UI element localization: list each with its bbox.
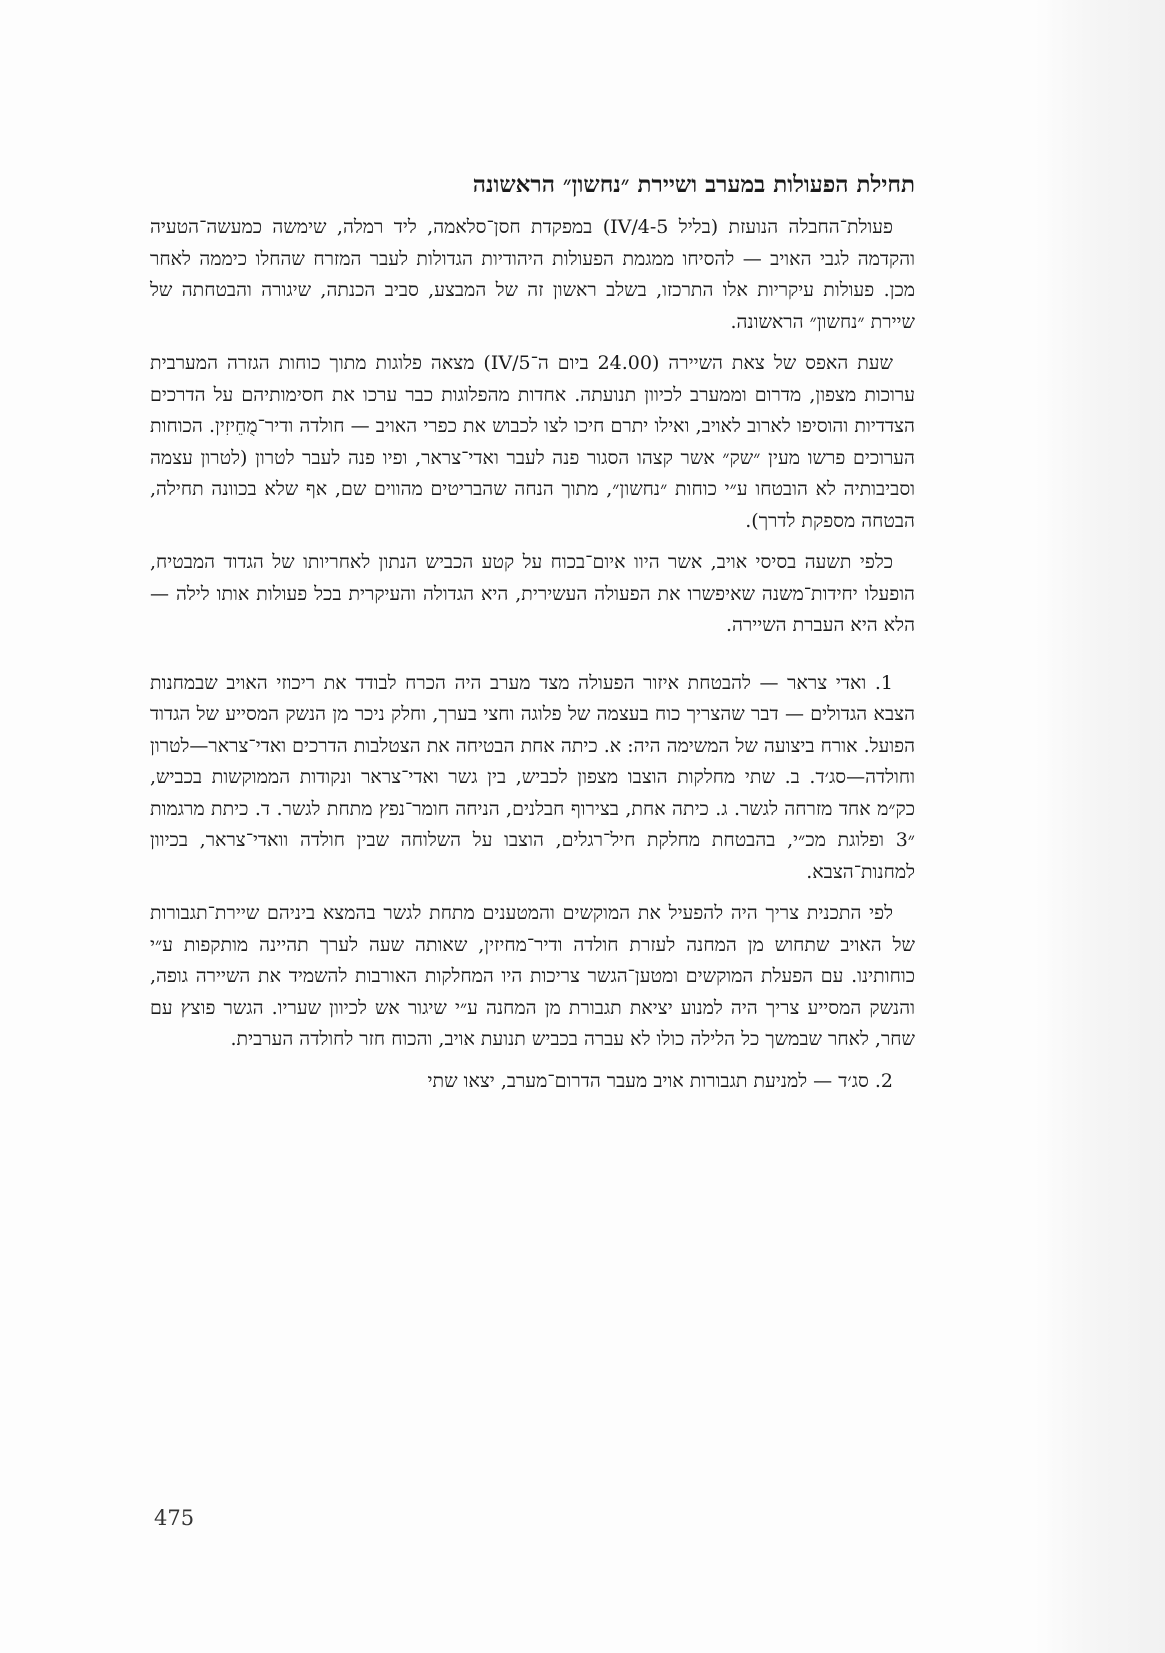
section-heading: תחילת הפעולות במערב ושיירת ״נחשון״ הראשונה <box>472 171 915 198</box>
paragraph-enemy-bases: כלפי תשעה בסיסי אויב, אשר היוו איום־בכוח על קטע הכביש הנתון לאחריותו של הגדוד המבטיח, הופעלו יחידות־משנה שאיפשרו את הפעולה העשירית, היא הגדולה והעיקרית בכל פעולות אותו לילה — הלא היא העברת השיירה. <box>150 551 915 636</box>
paragraph-zero-hour: שעת האפס של צאת השיירה (24.00 ביום ה־5/IV) מצאה פלוגות מתוך כוחות הגזרה המערבית ערוכות מצפון, מדרום וממערב לכיוון תנועתה. אחדות מהפלוגות כבר ערכו את חסימותיהם על הדרכים הצדדיות והוסיפו לארוב לאויב, ואילו יתרם חיכו לצו לכבוש את כפרי האויב — חולדה ודיר־מֻחֵיזִין. הכוחות הערוכים פרשו מעין ״שק״ אשר קצהו הסגור פנה לעבר ואדי־צראר, ופיו פנה לעבר לטרון (לטרון עצמה וסביבותיה לא הובטחו ע״י כוחות ״נחשון״, מתוך הנחה שהבריטים מהווים שם, אף שלא בכוונה תחילה, הבטחה מספקת לדרך). <box>150 352 915 532</box>
paragraph-intro: פעולת־החבלה הנועזת (בליל 4-5/IV) במפקדת חסן־סלאמה, ליד רמלה, שימשה כמעשה־הטעיה והקדמה לגבי האויב — להסיחו ממגמת הפעולות היהודיות הגדולות לעבר המזרח שהחלו כיממה לאחר מכן. פעולות עיקריות אלו התרכזו, בשלב ראשון זה של המבצע, סביב הכנתה, שיגורה והבטחתה של שיירת ״נחשון״ הראשונה. <box>150 216 915 333</box>
page-gutter-shadow <box>1035 0 1165 1653</box>
text-column <box>150 168 915 1107</box>
page-number: 475 <box>154 1506 195 1530</box>
paragraph-item-2-sajad: 2. סג׳ד — למניעת תגבורות אויב מעבר הדרום־מערב, יצאו שתי <box>427 1069 893 1092</box>
paragraph-item-1-wadi-sarar: 1. ואדי צראר — להבטחת איזור הפעולה מצד מערב היה הכרח לבודד את ריכוזי האויב שבמחנות הצבא הגדולים — דבר שהצריך כוח בעצמה של פלוגה וחצי בערך, וחלק ניכר מן הנשק המסייע של הגדוד הפועל. אורח ביצועה של המשימה היה: א. כיתה אחת הבטיחה את הצטלבות הדרכים ואדי־צראר—לטרון וחולדה—סג׳ד. ב. שתי מחלקות הוצבו מצפון לכביש, בין גשר ואדי־צראר ונקודות הממוקשות בכביש, כק״מ אחד מזרחה לגשר. ג. כיתה אחת, בצירוף חבלנים, הניחה חומר־נפץ מתחת לגשר. ד. כיתת מרגמות ״3 ופלוגת מכ״י, בהבטחת מחלקת חיל־רגלים, הוצבו על השלוחה שבין חולדה וואדי־צראר, בכיוון למחנות־הצבא. <box>150 671 915 883</box>
paragraph-plan: לפי התכנית צריך היה להפעיל את המוקשים והמטענים מתחת לגשר בהמצא ביניהם שיירת־תגבורות של האויב שתחוש מן המחנה לעזרת חולדה ודיר־מחיזין, שאותה שעה לערך תהיינה מותקפות ע״י כוחותינו. עם הפעלת המוקשים ומטען־הגשר צריכות היו המחלקות האורבות להשמיד את השיירה גופה, והנשק המסייע צריך היה למנוע יציאת תגבורת מן המחנה ע״י שיגור אש לכיוון שעריו. הגשר פוצץ עם שחר, לאחר שבמשך כל הלילה כולו לא עברה בכביש תנועת אויב, והכוח חזר לחולדה הערבית. <box>150 902 915 1050</box>
